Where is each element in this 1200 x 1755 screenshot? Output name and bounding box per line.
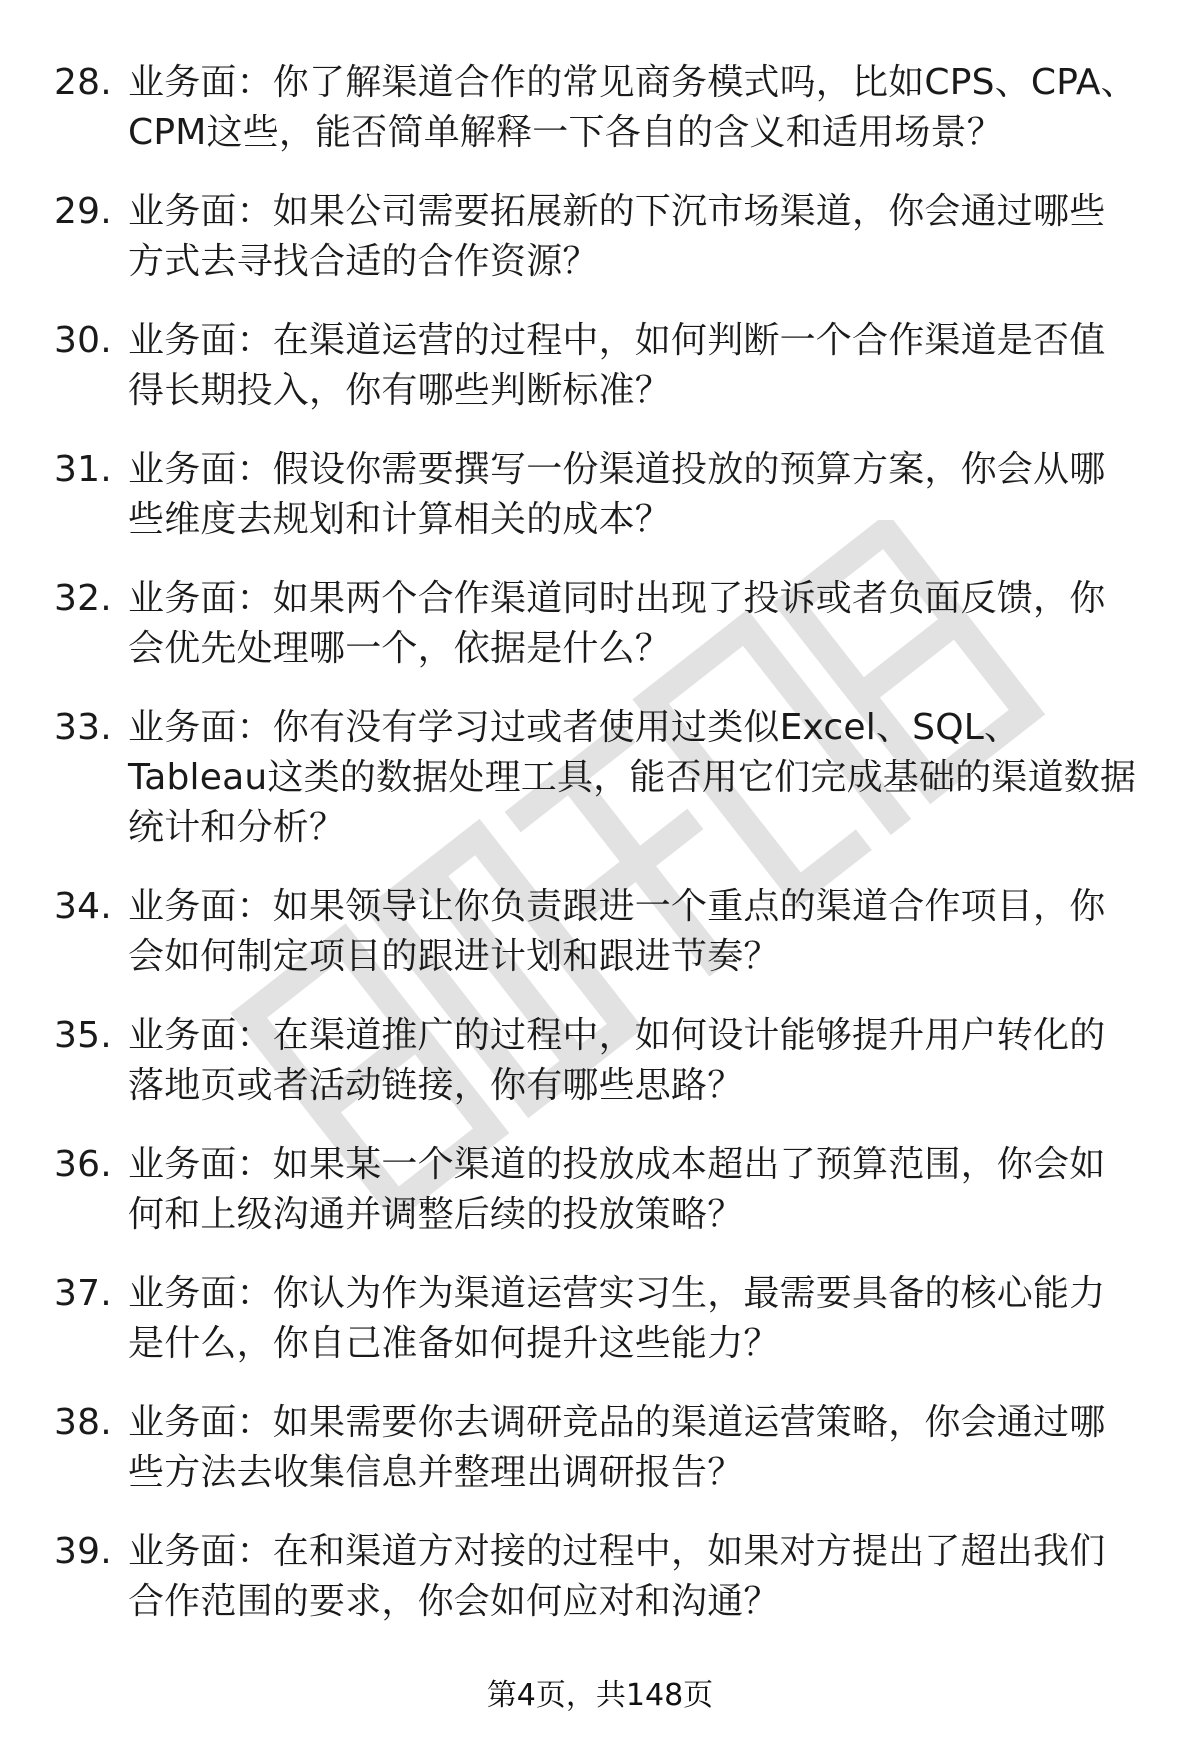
question-number: 33. <box>54 707 112 748</box>
question-text: 业务面：在和渠道方对接的过程中，如果对方提出了超出我们合作范围的要求，你会如何应对和沟通？ <box>128 1531 1106 1622</box>
question-text: 业务面：假设你需要撰写一份渠道投放的预算方案，你会从哪些维度去规划和计算相关的成本？ <box>128 449 1106 540</box>
list-item <box>0 1011 1200 1111</box>
list-item <box>0 58 1200 158</box>
list-item <box>0 316 1200 416</box>
list-item <box>0 574 1200 674</box>
list-item <box>0 1269 1200 1369</box>
question-text: 业务面：如果需要你去调研竞品的渠道运营策略，你会通过哪些方法去收集信息并整理出调研报告？ <box>128 1402 1106 1493</box>
question-list <box>0 58 1200 1656</box>
question-number: 29. <box>54 191 112 232</box>
question-text: 业务面：在渠道推广的过程中，如何设计能够提升用户转化的落地页或者活动链接，你有哪些思路？ <box>128 1015 1106 1106</box>
question-number: 31. <box>54 449 112 490</box>
question-text: 业务面：在渠道运营的过程中，如何判断一个合作渠道是否值得长期投入，你有哪些判断标准？ <box>128 320 1106 411</box>
question-number: 37. <box>54 1273 112 1314</box>
question-text: 业务面：如果两个合作渠道同时出现了投诉或者负面反馈，你会优先处理哪一个，依据是什么？ <box>128 578 1106 669</box>
question-number: 28. <box>54 62 112 103</box>
question-number: 36. <box>54 1144 112 1185</box>
question-number: 32. <box>54 578 112 619</box>
list-item <box>0 703 1200 853</box>
list-item <box>0 187 1200 287</box>
question-text: 业务面：你认为作为渠道运营实习生，最需要具备的核心能力是什么，你自己准备如何提升这些能力？ <box>128 1273 1106 1364</box>
question-number: 30. <box>54 320 112 361</box>
question-text: 业务面：如果某一个渠道的投放成本超出了预算范围，你会如何和上级沟通并调整后续的投放策略？ <box>128 1144 1106 1235</box>
list-item <box>0 1140 1200 1240</box>
question-number: 39. <box>54 1531 112 1572</box>
question-text: 业务面：你了解渠道合作的常见商务模式吗，比如CPS、CPA、CPM这些，能否简单解释一下各自的含义和适用场景？ <box>128 62 1137 153</box>
question-number: 35. <box>54 1015 112 1056</box>
question-text: 业务面：如果领导让你负责跟进一个重点的渠道合作项目，你会如何制定项目的跟进计划和跟进节奏？ <box>128 886 1106 977</box>
list-item <box>0 1527 1200 1627</box>
question-text: 业务面：你有没有学习过或者使用过类似Excel、SQL、Tableau这类的数据处理工具，能否用它们完成基础的渠道数据统计和分析？ <box>128 707 1137 848</box>
question-text: 业务面：如果公司需要拓展新的下沉市场渠道，你会通过哪些方式去寻找合适的合作资源？ <box>128 191 1106 282</box>
list-item <box>0 882 1200 982</box>
list-item <box>0 1398 1200 1498</box>
question-number: 38. <box>54 1402 112 1443</box>
list-item <box>0 445 1200 545</box>
page-footer: 第4页，共148页 <box>486 1678 714 1713</box>
question-number: 34. <box>54 886 112 927</box>
